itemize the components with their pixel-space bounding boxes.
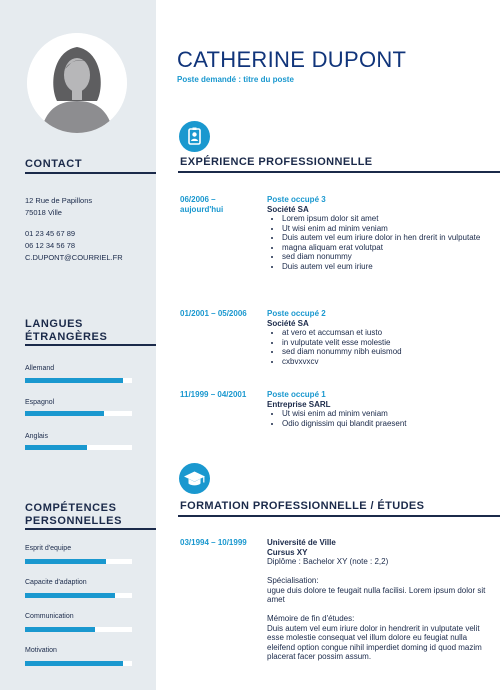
education-memoire-label: Mémoire de fin d'études: <box>267 614 355 623</box>
skill-level-fill <box>25 661 123 666</box>
job-bullet-list <box>267 409 495 428</box>
education-memoire-text: Duis autem vel eum iriure dolor in hendrerit in vulputate velit esse molestie consequat vel illum dolore eu feugiat nulla eleifend option congue nihil imperdiet doming id quod mazim placerat facer possim assum. <box>267 623 482 661</box>
job-entry <box>267 195 495 271</box>
experience-heading: EXPÉRIENCE PROFESSIONNELLE <box>180 156 373 168</box>
education-divider <box>178 515 500 517</box>
job-position: Poste occupé 3 <box>267 195 326 204</box>
job-bullet: • Ut wisi enim ad minim veniam <box>282 224 495 234</box>
job-position: Poste occupé 2 <box>267 309 326 318</box>
spacer <box>267 605 495 615</box>
experience-divider <box>178 171 500 173</box>
sidebar <box>0 0 156 690</box>
skill-level-fill <box>25 593 115 598</box>
education-specialisation-label: Spécialisation: <box>267 576 319 585</box>
graduation-cap-icon <box>179 463 210 494</box>
job-dates <box>180 195 223 214</box>
skills-heading <box>25 502 155 528</box>
job-company: Société SA <box>267 204 309 214</box>
contact-phone-1: 01 23 45 67 89 <box>25 229 76 238</box>
job-bullet-list <box>267 214 495 271</box>
skill-level-bar <box>25 593 132 598</box>
contact-email[interactable]: C.DUPONT@COURRIEL.FR <box>25 253 123 262</box>
job-date-line1: 06/2006 – <box>180 195 216 204</box>
contact-heading: CONTACT <box>25 158 83 170</box>
skills-heading-line1: COMPÉTENCES <box>25 502 117 514</box>
job-bullet: • magna aliquam erat volutpat <box>282 243 495 253</box>
candidate-name: CATHERINE DUPONT <box>177 47 407 72</box>
skill-level-fill <box>25 627 95 632</box>
job-bullet: • Odio dignissim qui blandit praesent <box>282 419 495 429</box>
job-bullet: • at vero et accumsan et iusto <box>282 328 495 338</box>
skill-label: Motivation <box>25 647 57 654</box>
languages-heading-line2: ÉTRANGÈRES <box>25 331 108 343</box>
job-date-line1: 01/2001 – 05/2006 <box>180 309 247 318</box>
skill-level-bar <box>25 559 132 564</box>
language-level-bar <box>25 445 132 450</box>
language-label: Espagnol <box>25 399 55 406</box>
language-level-fill <box>25 378 123 383</box>
education-school: Université de Ville <box>267 538 336 547</box>
education-specialisation-text: ugue duis dolore te feugait nulla facilisi. Lorem ipsum dolor sit amet <box>267 585 486 604</box>
skill-label: Capacite d'adaption <box>25 579 87 586</box>
job-company: Entreprise SARL <box>267 399 331 409</box>
job-dates <box>180 390 246 400</box>
id-badge-icon <box>179 121 210 152</box>
job-entry <box>267 390 495 428</box>
job-bullet: • Duis autem vel eum iriure <box>282 262 495 272</box>
job-bullet: • in vulputate velit esse molestie <box>282 338 495 348</box>
language-label: Allemand <box>25 365 55 372</box>
avatar <box>27 33 127 133</box>
contact-address-line1: 12 Rue de Papillons <box>25 196 93 205</box>
language-level-fill <box>25 411 104 416</box>
job-bullet: • sed diam nonummy <box>282 252 495 262</box>
job-bullet: • cxbvxvxcv <box>282 357 495 367</box>
job-entry <box>267 309 495 366</box>
job-date-line1: 11/1999 – 04/2001 <box>180 390 247 399</box>
language-level-bar <box>25 378 132 383</box>
languages-heading <box>25 318 155 344</box>
skill-level-bar <box>25 627 132 632</box>
languages-heading-line1: LANGUES <box>25 318 83 330</box>
skill-level-bar <box>25 661 132 666</box>
contact-phone-2: 06 12 34 56 78 <box>25 241 76 250</box>
contact-divider <box>25 172 156 174</box>
job-bullet: • Ut wisi enim ad minim veniam <box>282 409 495 419</box>
job-bullet: • sed diam nonummy nibh euismod <box>282 347 495 357</box>
language-level-bar <box>25 411 132 416</box>
skills-divider <box>25 528 156 530</box>
skills-heading-line2: PERSONNELLES <box>25 515 123 527</box>
job-dates <box>180 309 247 319</box>
job-date-line2: aujourd'hui <box>180 204 224 214</box>
job-bullet: • Duis autem vel eum iriure dolor in hen drerit in vulputate <box>282 233 495 243</box>
position-sought: Poste demandé : titre du poste <box>177 75 294 84</box>
skill-level-fill <box>25 559 106 564</box>
languages-divider <box>25 344 156 346</box>
language-level-fill <box>25 445 87 450</box>
skill-label: Esprit d'equipe <box>25 545 72 552</box>
education-heading: FORMATION PROFESSIONNELLE / ÉTUDES <box>180 500 425 512</box>
contact-address-line2: 75018 Ville <box>25 208 62 217</box>
education-dates: 03/1994 – 10/1999 <box>180 538 247 547</box>
job-company: Société SA <box>267 318 309 328</box>
person-silhouette-icon <box>27 33 127 133</box>
job-bullet: • Lorem ipsum dolor sit amet <box>282 214 495 224</box>
job-position: Poste occupé 1 <box>267 390 326 399</box>
education-entry <box>267 538 495 662</box>
language-label: Anglais <box>25 433 48 440</box>
skill-label: Communication <box>25 613 74 620</box>
education-course: Cursus XY <box>267 547 308 557</box>
education-diploma: Diplôme : Bachelor XY (note : 2,2) <box>267 557 389 566</box>
job-bullet-list <box>267 328 495 366</box>
spacer <box>267 567 495 577</box>
